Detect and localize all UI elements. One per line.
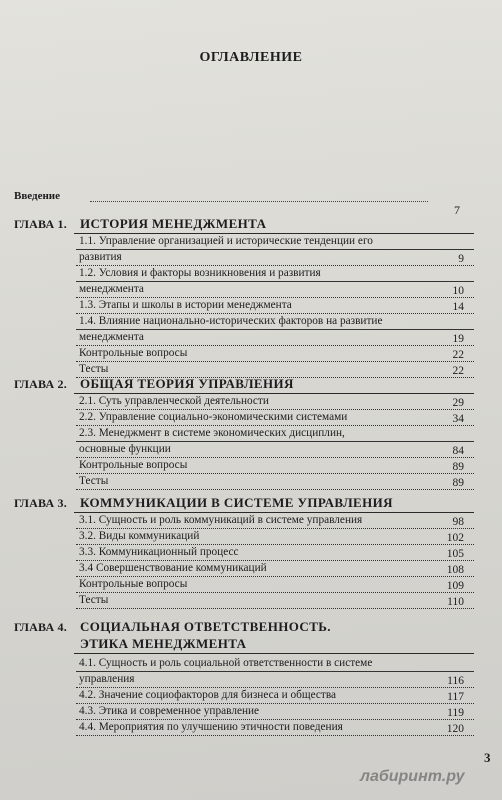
toc-entry-page: 116 [447, 675, 464, 687]
toc-entry-text: Контрольные вопросы [76, 458, 474, 474]
intro-page-number: 7 [454, 203, 460, 217]
toc-entry-page: 89 [452, 477, 464, 489]
toc-entry [76, 688, 474, 704]
toc-entry-page: 110 [447, 596, 464, 608]
toc-entry-page: 22 [452, 365, 464, 377]
toc-entry-text: развития [76, 250, 474, 266]
toc-entry-text: 1.4. Влияние национально-исторических факторов на развитие [76, 314, 474, 330]
toc-entry [76, 720, 474, 736]
toc-entry-page: 9 [458, 253, 464, 265]
toc-entry-text: 4.2. Значение социофакторов для бизнеса и общества [76, 688, 474, 704]
toc-entry [76, 513, 474, 529]
toc-entry-text: Тесты [76, 362, 474, 378]
toc-entry-text: 3.2. Виды коммуникаций [76, 529, 474, 545]
toc-entry-page: 108 [446, 564, 464, 576]
toc-entry [76, 346, 474, 362]
toc-entry-page: 89 [452, 461, 464, 473]
chapter-label: ГЛАВА 4. [14, 620, 67, 634]
toc-entry-page: 119 [447, 707, 464, 719]
toc-entry-text: 1.2. Условия и факторы возникновения и развития [76, 266, 474, 282]
toc-entry-text: Контрольные вопросы [76, 346, 474, 362]
chapter-label: ГЛАВА 2. [14, 377, 67, 391]
toc-entry-text: 4.1. Сущность и роль социальной ответственности в системе [76, 656, 474, 672]
toc-entry [76, 234, 474, 266]
toc-heading: ОГЛАВЛЕНИЕ [199, 50, 303, 65]
toc-entry [76, 314, 474, 346]
chapter-title: КОММУНИКАЦИИ В СИСТЕМЕ УПРАВЛЕНИЯ [80, 495, 393, 510]
toc-entry-text: 4.3. Этика и современное управление [76, 704, 474, 720]
toc-entry-text: 4.4. Мероприятия по улучшению этичности поведения [76, 720, 474, 736]
toc-entry-page: 120 [446, 723, 464, 735]
toc-entry-text: Тесты [76, 474, 474, 490]
chapter-rule [74, 653, 474, 654]
toc-entry-text: 3.1. Сущность и роль коммуникаций в системе управления [76, 513, 474, 529]
toc-entry-page: 14 [452, 301, 464, 313]
toc-entry-text: 2.2. Управление социально-экономическими системами [76, 410, 474, 426]
chapter-title: СОЦИАЛЬНАЯ ОТВЕТСТВЕННОСТЬ. [80, 619, 331, 634]
toc-entry-text: 1.1. Управление организацией и исторические тенденции его [76, 234, 474, 250]
toc-entry-text: 1.3. Этапы и школы в истории менеджмента [76, 298, 474, 314]
toc-entry [76, 593, 474, 609]
chapter-label: ГЛАВА 3. [14, 496, 67, 510]
toc-entry-text: основные функции [76, 442, 474, 458]
toc-entry-page: 34 [452, 413, 464, 425]
toc-entry [76, 266, 474, 298]
toc-entry [76, 561, 474, 577]
chapter-title: ЭТИКА МЕНЕДЖМЕНТА [80, 636, 247, 651]
toc-entry [76, 529, 474, 545]
toc-entry-text: 3.4 Совершенствование коммуникаций [76, 561, 474, 577]
toc-entry-page: 98 [452, 516, 464, 528]
intro-label: Введение [14, 190, 61, 202]
toc-entry-page: 105 [446, 548, 464, 560]
toc-entry-page: 109 [446, 580, 464, 592]
toc-entry [76, 426, 474, 458]
toc-entry-page: 10 [452, 285, 464, 297]
toc-entry-text: 2.3. Менеджмент в системе экономических дисциплин, [76, 426, 474, 442]
toc-entry-text: менеджмента [76, 330, 474, 346]
toc-entry-page: 117 [447, 691, 464, 703]
chapter-label: ГЛАВА 1. [14, 217, 67, 231]
toc-entry-text: управления [76, 672, 474, 688]
toc-entry-page: 29 [452, 397, 464, 409]
toc-entry-page: 84 [452, 445, 464, 457]
toc-entry [76, 458, 474, 474]
toc-entry [76, 394, 474, 410]
toc-entry-text: Тесты [76, 593, 474, 609]
intro-leader-dots [90, 201, 428, 202]
toc-entry [76, 656, 474, 688]
toc-entry [76, 298, 474, 314]
labirint-watermark: лабиринт.ру [360, 768, 465, 785]
toc-entry [76, 577, 474, 593]
chapter-title: ОБЩАЯ ТЕОРИЯ УПРАВЛЕНИЯ [80, 376, 294, 391]
page-number: 3 [484, 750, 491, 765]
toc-entry [76, 410, 474, 426]
toc-entry-page: 22 [452, 349, 464, 361]
toc-entry [76, 704, 474, 720]
toc-entry-text: 2.1. Суть управленческой деятельности [76, 394, 474, 410]
toc-entry-text: Контрольные вопросы [76, 577, 474, 593]
toc-entry-page: 102 [446, 532, 464, 544]
chapter-title: ИСТОРИЯ МЕНЕДЖМЕНТА [80, 216, 267, 231]
toc-entry [76, 474, 474, 490]
toc-entry-text: 3.3. Коммуникационный процесс [76, 545, 474, 561]
toc-entry-text: менеджмента [76, 282, 474, 298]
toc-entry [76, 545, 474, 561]
toc-entry-page: 19 [452, 333, 464, 345]
